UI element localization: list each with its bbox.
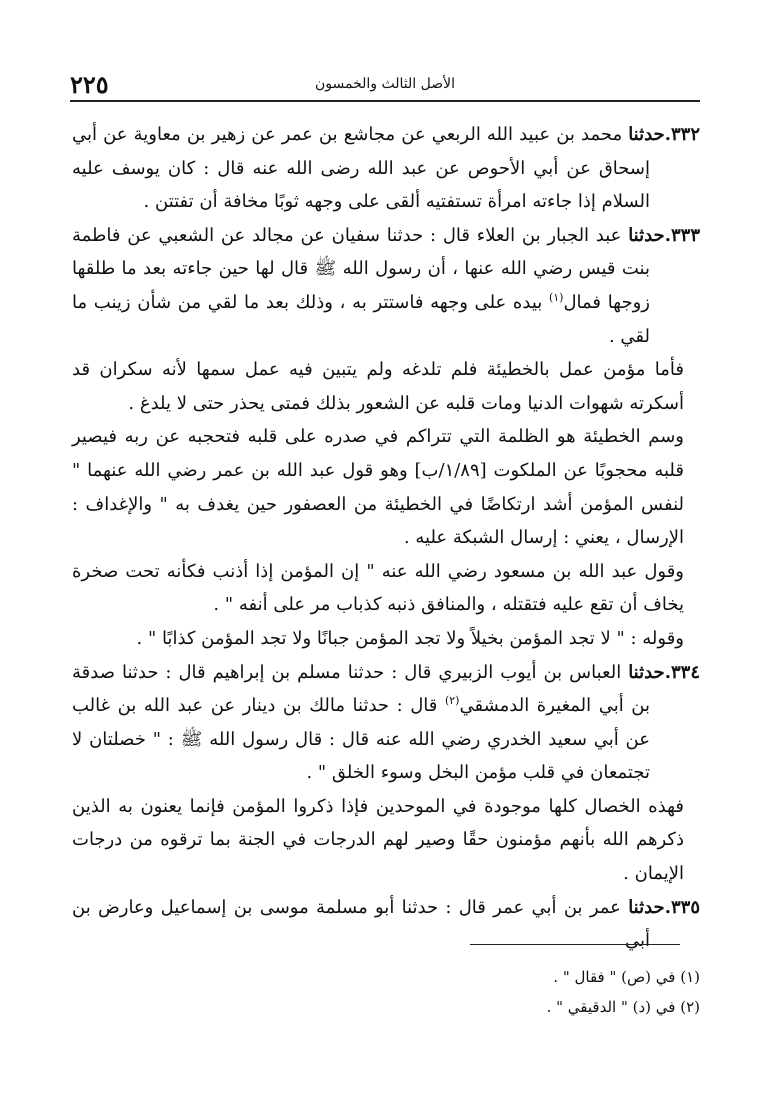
haddathana-mark: حدثنا xyxy=(628,224,665,246)
commentary-paragraph: وقوله : " لا تجد المؤمن بخيلاً ولا تجد المؤمن جبانًا ولا تجد المؤمن كذابًا " . xyxy=(136,627,684,649)
commentary-paragraph: فهذه الخصال كلها موجودة في الموحدين فإذا ذكروا المؤمن فإنما يعنون به الذين ذكرهم الله بأنهم مؤمنون حقًا وصير لهم الدرجات في الجنة بما ترقوه من درجات الإيمان . xyxy=(72,795,684,885)
page-header xyxy=(70,70,700,102)
commentary-paragraph: فأما مؤمن عمل بالخطيئة فلم تلدغه ولم يتبين فيه عمل سمها لأنه سكران قد أسكرته شهوات الدنيا ومات قلبه عن الشعور بذلك فمتى يحذر حتى لا يلدغ . xyxy=(72,359,685,414)
hadith-text: عبد الجبار بن العلاء قال : حدثنا سفيان عن مجالد عن الشعبي عن فاطمة بنت قيس رضي الله عنها ، أن رسول الله ﷺ قال لها حين جاءته بعد ما طلقها زوجها فمال xyxy=(72,224,650,313)
haddathana-mark: حدثنا xyxy=(628,896,665,918)
footnote-ref-1[interactable]: (١) xyxy=(548,290,564,304)
hadith-text: عمر بن أبي عمر قال : حدثنا أبو مسلمة موسى بن إسماعيل وعارض بن أبي xyxy=(72,896,650,952)
hadith-number: ٣٣٤. xyxy=(664,661,700,683)
footnote-1: (١) في (ص) " فقال " . xyxy=(553,968,700,986)
footnote-divider xyxy=(470,944,680,945)
footnotes xyxy=(200,962,700,1022)
hadith-text: محمد بن عبيد الله الربعي عن مجاشع بن عمر عن زهير بن معاوية عن أبي إسحاق عن أبي الأحوص عن عبد الله رضى الله عنه قال : كان يوسف عليه السلام إذا جاءته امرأة تستفتيه ألقى على وجهه ثوبًا مخافة أن تفتتن . xyxy=(72,124,650,213)
running-title: الأصل الثالث والخمسون xyxy=(315,76,455,92)
hadith-334 xyxy=(72,656,700,790)
haddathana-mark: حدثنا xyxy=(628,124,665,145)
hadith-number: ٣٣٥. xyxy=(664,896,700,918)
commentary-paragraph: وقول عبد الله بن مسعود رضي الله عنه " إن المؤمن إذا أذنب فكأنه تحت صخرة يخاف أن تقع عليه فتقتله ، والمنافق ذنبه كذباب مر على أنفه " . xyxy=(72,560,684,616)
hadith-text: العباس بن أيوب الزبيري قال : حدثنا مسلم بن إبراهيم قال : حدثنا صدقة بن أبي المغيرة الدمشقي xyxy=(72,661,650,717)
hadith-number: ٣٣٣. xyxy=(664,224,700,246)
hadith-335 xyxy=(72,891,700,958)
footnote-ref-2[interactable]: (٢) xyxy=(444,694,460,708)
hadith-number: ٣٣٢. xyxy=(664,124,700,145)
page-number: ٢٢٥ xyxy=(70,70,109,99)
main-text xyxy=(72,118,700,958)
footnote-2: (٢) في (د) " الدقيقي " . xyxy=(546,998,700,1016)
commentary-paragraph: وسم الخطيئة هو الظلمة التي تتراكم في صدره على قلبه فتحجبه عن ربه فيصير قلبه محجوبًا عن الملكوت [١/٨٩/ب] وهو قول عبد الله بن عمر رضي الله عنهما " لنفس المؤمن أشد ارتكاضًا في الخطيئة من العصفور حين يغدف به " والإغداف : الإرسال ، يعني : إرسال الشبكة عليه . xyxy=(72,426,684,549)
hadith-332 xyxy=(72,118,700,219)
haddathana-mark: حدثنا xyxy=(628,661,665,683)
hadith-text-continued: قال : حدثنا مالك بن دينار عن عبد الله بن غالب عن أبي سعيد الخدري رضي الله عنه قال : قال رسول الله ﷺ : " خصلتان لا تجتمعان في قلب مؤمن البخل وسوء الخلق " . xyxy=(72,695,650,784)
hadith-text-continued: بيده على وجهه فاستتر به ، وذلك بعد ما لقي من شأن زينب ما لقي . xyxy=(72,291,650,347)
hadith-333 xyxy=(72,219,700,353)
